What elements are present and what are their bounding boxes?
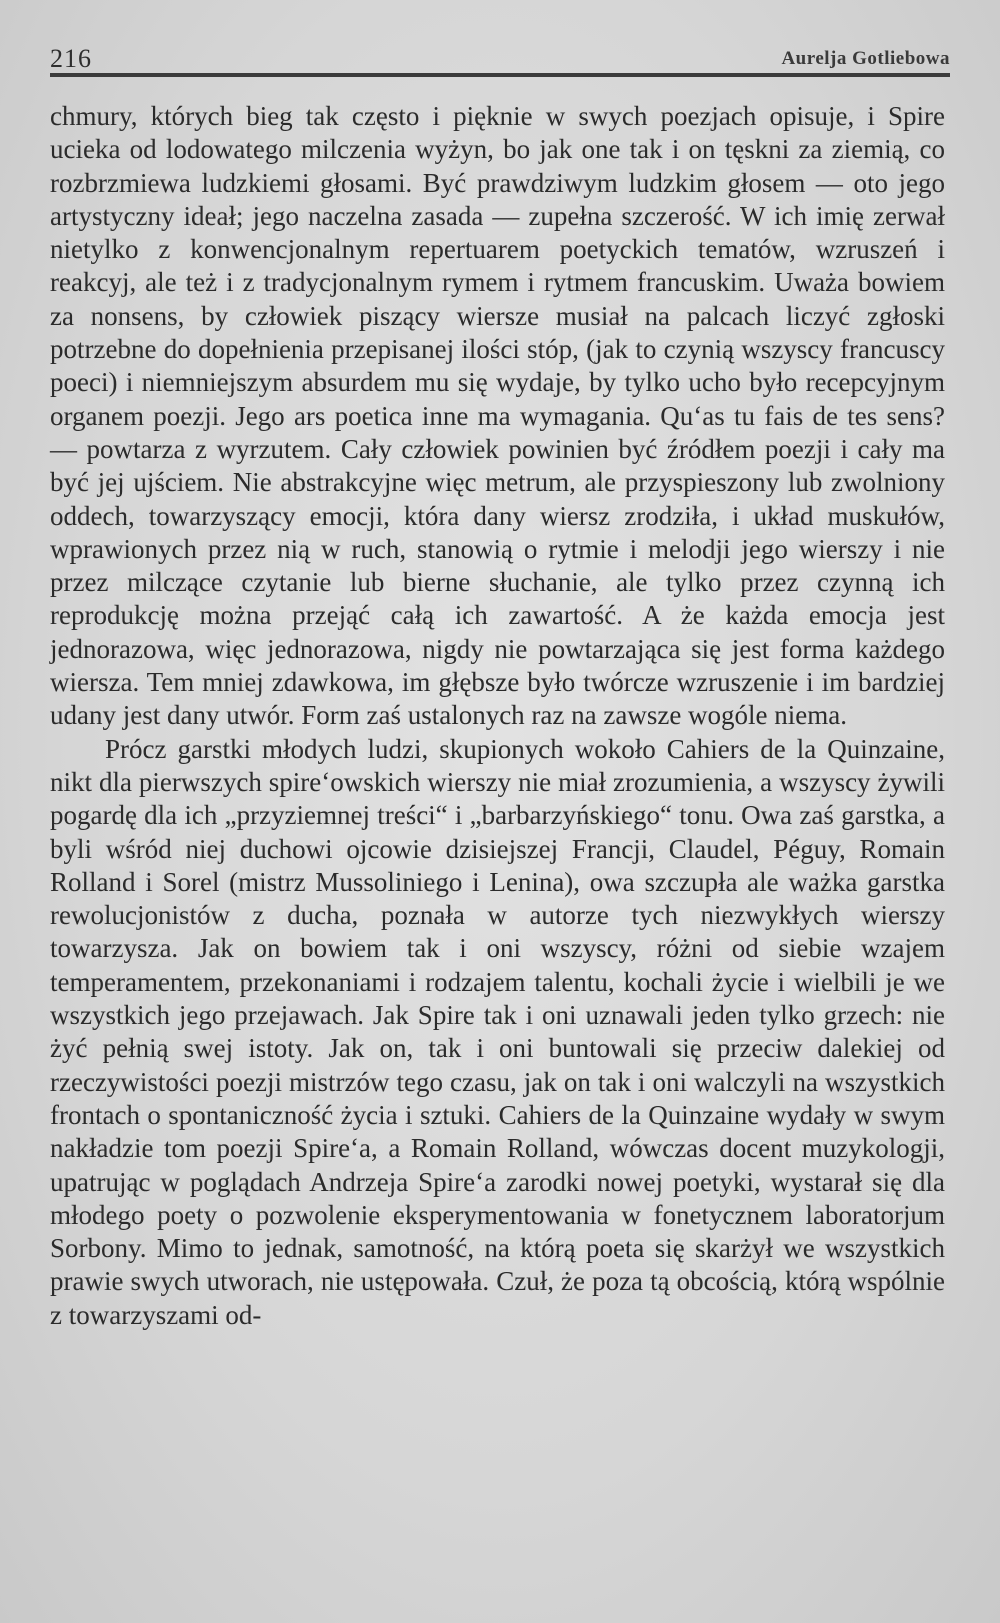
running-head: Aurelja Gotliebowa [781,48,950,69]
paragraph-2: Prócz garstki młodych ludzi, skupionych wokoło Cahiers de la Quinzaine, nikt dla pierwszych spire‘owskich wierszy nie miał zrozumienia, a wszyscy żywili pogardę dla ich „przyziemnej treści“ i „barbarzyńskiego“ tonu. Owa zaś garstka, a byli wśród niej duchowi ojcowie dzisiejszej Francji, Claudel, Péguy, Romain Rolland i Sorel (mistrz Mussoliniego i Lenina), owa szczupła ale ważka garstka rewolucjonistów z ducha, poznała w autorze tych niezwykłych wierszy towarzysza. Jak on bowiem tak i oni wszyscy, różni od siebie wzajem temperamentem, przekonaniami i rodzajem talentu, kochali życie i wielbili je we wszystkich jego przejawach. Jak Spire tak i oni uznawali jeden tylko grzech: nie żyć pełnią swej istoty. Jak on, tak i oni buntowali się przeciw dalekiej od rzeczywistości poezji mistrzów tego czasu, jak on tak i oni walczyli na wszystkich frontach o spontaniczność życia i sztuki. Cahiers de la Quinzaine wydały w swym nakładzie tom poezji Spire‘a, a Romain Rolland, wówczas docent muzykologji, upatrując w poglądach Andrzeja Spire‘a zarodki nowej poetyki, wystarał się dla młodego poety o pozwolenie eksperymentowania w fonetycznem laboratorjum Sorbony. Mimo to jednak, samotność, na którą poeta się skarżył we wszystkich prawie swych utworach, nie ustępowała. Czuł, że poza tą obcością, którą wspólnie z towarzyszami od- [50,733,945,1330]
page-number: 216 [50,44,92,73]
page-header [50,40,950,74]
header-rule [50,73,950,77]
paragraph-1: chmury, których bieg tak często i pięknie w swych poezjach opisuje, i Spire ucieka od lodowatego milczenia wyżyn, bo jak one tak i on tęskni za ziemią, co rozbrzmiewa ludzkiemi głosami. Być prawdziwym ludzkim głosem — oto jego artystyczny ideał; jego naczelna zasada — zupełna szczerość. W ich imię zerwał nietylko z konwencjonalnym repertuarem poetyckich tematów, wzruszeń i reakcyj, ale też i z tradycjonalnym rymem i rytmem francuskim. Uważa bowiem za nonsens, by człowiek piszący wiersze musiał na palcach liczyć zgłoski potrzebne do dopełnienia przepisanej ilości stóp, (jak to czynią wszyscy francuscy poeci) i niemniejszym absurdem mu się wydaje, by tylko ucho było recepcyjnym organem poezji. Jego ars poetica inne ma wymagania. Qu‘as tu fais de tes sens? — powtarza z wyrzutem. Cały człowiek powinien być źródłem poezji i cały ma być jej ujściem. Nie abstrakcyjne więc metrum, ale przyspieszony lub zwolniony oddech, towarzyszący emocji, która dany wiersz zrodziła, i układ muskułów, wprawionych przez nią w ruch, stanowią o rytmie i melodji jego wierszy i nie przez milczące czytanie lub bierne słuchanie, ale tylko przez czynną ich reprodukcję można przejąć całą ich zawartość. A że każda emocja jest jednorazowa, więc jednorazowa, nigdy nie powtarzająca się jest forma każdego wiersza. Tem mniej zdawkowa, im głębsze było twórcze wzruszenie i im bardziej udany jest dany utwór. Form zaś ustalonych raz na zawsze wogóle niema. [50,101,945,731]
body-text [50,100,945,1332]
